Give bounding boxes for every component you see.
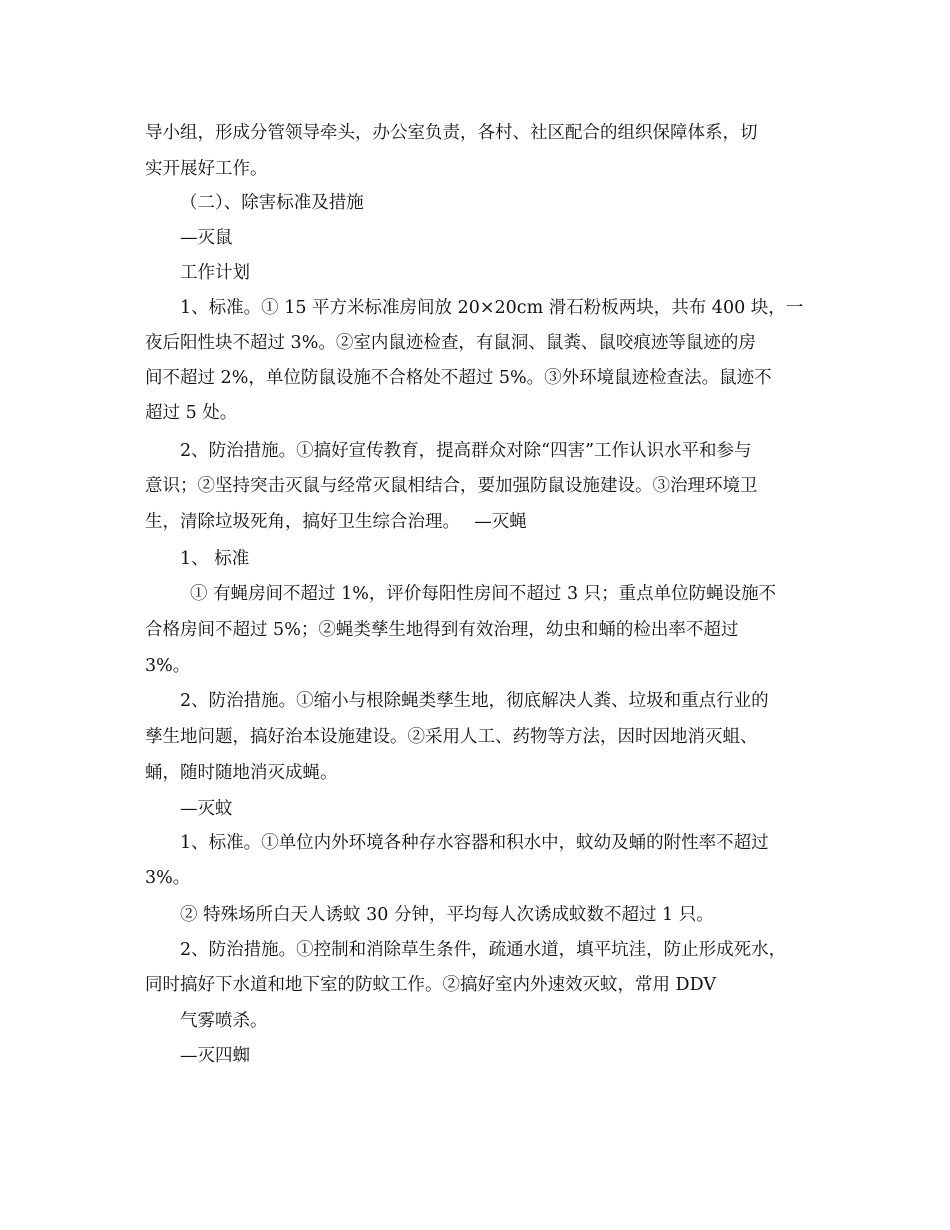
subsection-heading: —灭鼠 — [180, 228, 233, 248]
text-line: 同时搞好下水道和地下室的防蚊工作。②搞好室内外速效灭蚊，常用 DDV — [145, 975, 716, 995]
text-line: ② 特殊场所白天人诱蚊 30 分钟，平均每人次诱成蚊数不超过 1 只。 — [180, 905, 714, 925]
text-line: 意识；②坚持突击灭鼠与经常灭鼠相结合，要加强防鼠设施建设。③治理环境卫 — [145, 476, 758, 496]
text-line: 2、防治措施。①控制和消除草生条件，疏通水道，填平坑洼，防止形成死水， — [180, 940, 787, 960]
text-line: 2、防治措施。①搞好宣传教育，提高群众对除“四害”工作认识水平和参与 — [180, 441, 752, 461]
text-line: 3%。 — [145, 656, 191, 676]
text-line: 气雾喷杀。 — [180, 1011, 268, 1031]
text-line: 间不超过 2%，单位防鼠设施不合格处不超过 5%。③外环境鼠迹检查法。鼠迹不 — [145, 368, 772, 388]
subsection-heading: —灭蚊 — [180, 799, 233, 819]
text-line: 2、防治措施。①缩小与根除蝇类孳生地，彻底解决人粪、垃圾和重点行业的 — [180, 691, 769, 711]
text-line: 工作计划 — [180, 263, 250, 283]
section-heading: （二）、除害标准及措施 — [180, 193, 364, 213]
text-line: 3%。 — [145, 868, 191, 888]
text-line: 实开展好工作。 — [145, 159, 268, 179]
text-line: 1、标准。① 15 平方米标准房间放 20×20cm 滑石粉板两块，共布 400 块，一 — [180, 298, 804, 318]
text-line: 蛹，随时随地消灭成蝇。 — [145, 763, 338, 783]
text-line: 导小组，形成分管领导牵头，办公室负责，各村、社区配合的组织保障体系，切 — [145, 123, 758, 143]
text-line: 合格房间不超过 5%；②蝇类孳生地得到有效治理，幼虫和蛹的检出率不超过 — [145, 620, 739, 640]
text-line: 超过 5 处。 — [145, 403, 238, 423]
text-line: 1、标准。①单位内外环境各种存水容器和积水中，蚊幼及蛹的附性率不超过 — [180, 833, 769, 853]
text-line: ① 有蝇房间不超过 1%，评价每阳性房间不超过 3 只；重点单位防蝇设施不 — [190, 584, 777, 604]
text-line: 夜后阳性块不超过 3%。②室内鼠迹检查，有鼠洞、鼠粪、鼠咬痕迹等鼠迹的房 — [145, 333, 756, 353]
text-line: 孳生地问题，搞好治本设施建设。②采用人工、药物等方法，因时因地消灭蛆、 — [145, 727, 758, 747]
text-line: 1、 标准 — [180, 549, 250, 569]
subsection-heading: —灭四蜘 — [180, 1046, 250, 1066]
text-line: 生，清除垃圾死角，搞好卫生综合治理。 —灭蝇 — [145, 512, 527, 532]
